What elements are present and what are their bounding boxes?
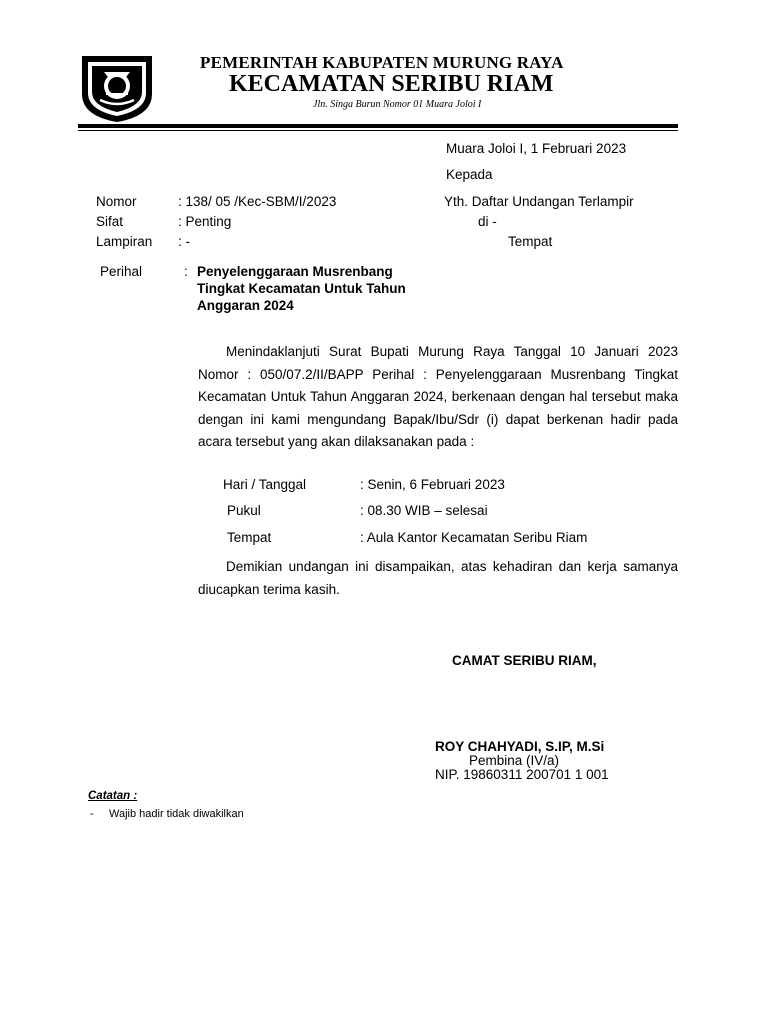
detail-label: Hari / Tanggal [223,477,307,492]
closing-paragraph: Demikian undangan ini disampaikan, atas kehadiran dan kerja samanya diucapkan terima kasih. [198,559,678,597]
letterhead-rule-thin [78,130,678,131]
recipient-di: di - [478,214,497,229]
detail-value: : Senin, 6 Februari 2023 [360,477,505,492]
recipient: Yth. Daftar Undangan Terlampir [444,194,634,209]
notes-heading: Catatan : [88,790,138,802]
notes-bullet: - [90,808,94,820]
signatory-title: CAMAT SERIBU RIAM, [452,653,597,668]
detail-label: Tempat [227,530,272,545]
detail-label: Pukul [227,503,261,518]
meta-nomor-label: Nomor [96,194,137,209]
letterhead-rule-thick [78,124,678,128]
perihal-line: Penyelenggaraan Musrenbang [197,264,393,279]
perihal-colon: : [184,264,188,279]
header-district: KECAMATAN SERIBU RIAM [229,71,554,97]
detail-value: : 08.30 WIB – selesai [360,503,488,518]
signatory-nip: NIP. 19860311 200701 1 001 [435,767,609,782]
header-address: Jln. Singa Burun Nomor 01 Muara Joloi I [313,99,482,110]
meta-nomor-value: : 138/ 05 /Kec-SBM/I/2023 [178,194,337,209]
meta-lampiran-value: : - [178,234,190,249]
perihal-line: Tingkat Kecamatan Untuk Tahun [197,281,406,296]
notes-item: Wajib hadir tidak diwakilkan [109,808,244,820]
perihal-line: Anggaran 2024 [197,298,294,313]
signatory-name: ROY CHAHYADI, S.IP, M.Si [435,739,605,754]
kepada-label: Kepada [446,167,493,182]
detail-value: : Aula Kantor Kecamatan Seribu Riam [360,530,588,545]
signatory-rank: Pembina (IV/a) [469,753,560,768]
perihal-label: Perihal [100,264,143,279]
place-date: Muara Joloi I, 1 Februari 2023 [446,141,627,156]
body-paragraph: Menindaklanjuti Surat Bupati Murung Raya Tanggal 10 Januari 2023 Nomor : 050/07.2/II/BAPP Perihal : Penyelenggaraan Musrenbang Tingkat Kecamatan Untuk Tahun Anggaran 2024, berkenaan dengan hal tersebut maka dengan ini kami mengundang Bapak/Ibu/Sdr (i) dapat berkenan hadir pada acara tersebut yang akan dilaksanakan pada : [198,344,678,449]
meta-sifat-value: : Penting [178,214,232,229]
regency-emblem-icon [78,50,156,124]
recipient-place: Tempat [508,234,553,249]
meta-sifat-label: Sifat [96,214,124,229]
header-government: PEMERINTAH KABUPATEN MURUNG RAYA [200,53,564,72]
meta-lampiran-label: Lampiran [96,234,153,249]
